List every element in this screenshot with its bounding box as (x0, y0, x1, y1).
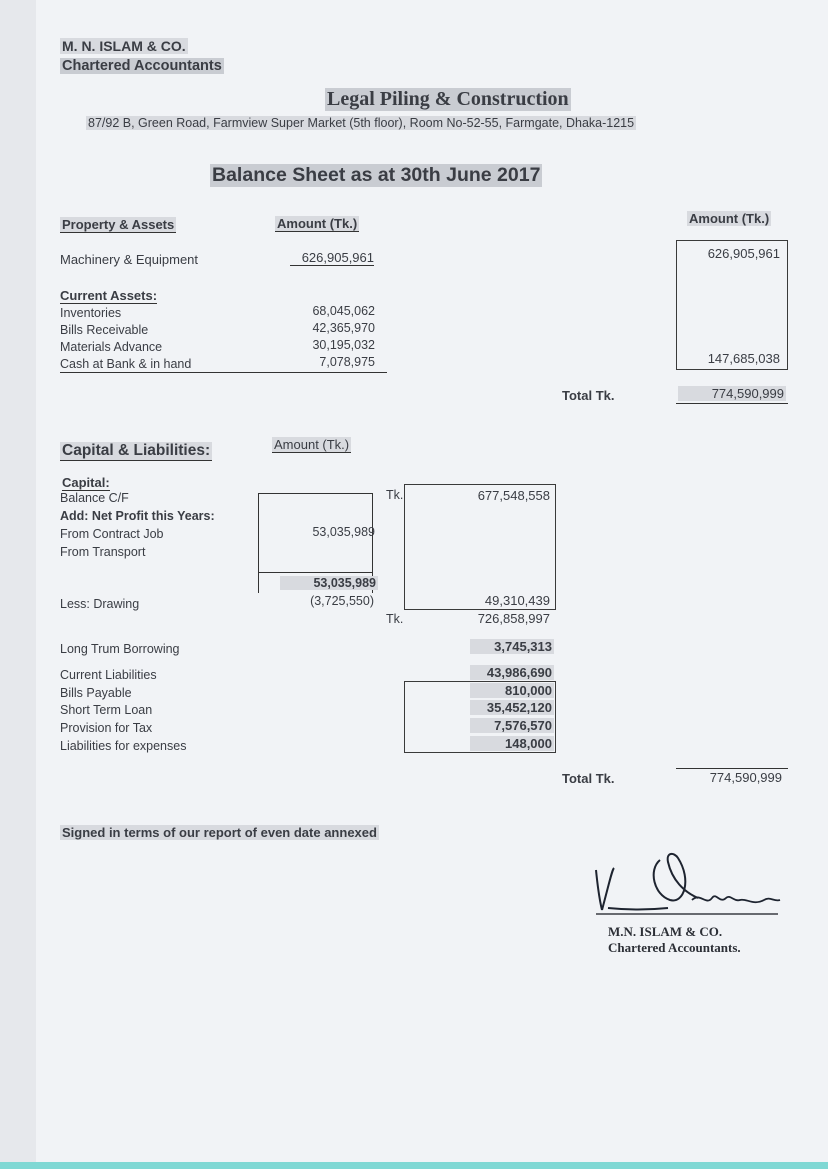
liabilities-total-value: 774,590,999 (709, 770, 782, 785)
page-title: Balance Sheet as at 30th June 2017 (212, 164, 541, 186)
current-asset-value-2: 42,365,970 (312, 321, 375, 335)
current-assets-total: 147,685,038 (707, 351, 780, 366)
liability-value-1: 810,000 (470, 683, 554, 698)
drawing-label: Less: Drawing (60, 597, 140, 611)
capital-total-tk-label: Tk. (386, 612, 404, 626)
firm-subtitle: Chartered Accountants (62, 58, 222, 74)
machinery-total: 626,905,961 (707, 246, 780, 261)
liability-label-4: Liabilities for expenses (60, 739, 187, 753)
assets-total-underline (676, 403, 788, 404)
property-assets-header: Property & Assets (62, 217, 175, 232)
current-asset-value-4: 7,078,975 (319, 355, 375, 369)
liabilities-total-overline (676, 768, 788, 769)
signer-title: Chartered Accountants. (608, 940, 741, 955)
machinery-value: 626,905,961 (290, 250, 374, 266)
long-term-value: 3,745,313 (470, 639, 554, 654)
balance-tk-label: Tk. (386, 488, 404, 502)
liability-value-4: 148,000 (470, 736, 554, 751)
scan-left-margin (0, 0, 36, 1169)
current-assets-underline (60, 372, 387, 373)
signer-name: M.N. ISLAM & CO. (608, 924, 723, 939)
liabilities-total-label: Total Tk. (562, 771, 615, 786)
current-asset-value-3: 30,195,032 (312, 338, 375, 352)
profit-total: 53,035,989 (280, 576, 378, 590)
capital-header: Capital: (62, 475, 110, 490)
amount-header: Amount (Tk.) (277, 216, 358, 231)
current-asset-label-2: Bills Receivable (60, 323, 149, 337)
scan-bottom-edge (0, 1162, 828, 1169)
balance-cf-label: Balance C/F (60, 491, 129, 505)
firm-name: M. N. ISLAM & CO. (62, 38, 186, 54)
liability-value-2: 35,452,120 (470, 700, 554, 715)
current-asset-label-3: Materials Advance (60, 340, 163, 354)
net-profit-value: 49,310,439 (484, 593, 550, 608)
company-name: Legal Piling & Construction (327, 88, 569, 110)
current-asset-label-1: Inventories (60, 306, 122, 320)
liability-label-1: Bills Payable (60, 686, 132, 700)
current-liabilities-label: Current Liabilities (60, 668, 157, 682)
liability-label-2: Short Term Loan (60, 703, 153, 717)
long-term-label: Long Trum Borrowing (60, 642, 180, 656)
profit-box-left (258, 493, 259, 593)
liabilities-amount-header: Amount (Tk.) (274, 437, 350, 452)
capital-total-value: 726,858,997 (477, 611, 550, 626)
profit-value-contract: 53,035,989 (312, 525, 375, 539)
profit-label-contract: From Contract Job (60, 527, 164, 541)
current-liabilities-total: 43,986,690 (470, 665, 554, 680)
balance-cf-value: 677,548,558 (477, 488, 550, 503)
drawing-value: (3,725,550) (310, 594, 374, 608)
signature-statement: Signed in terms of our report of even date annexed (62, 825, 377, 840)
profit-box-top (258, 493, 373, 494)
add-net-profit-label: Add: Net Profit this Years: (60, 509, 215, 523)
current-asset-label-4: Cash at Bank & in hand (60, 357, 192, 371)
current-asset-value-1: 68,045,062 (312, 304, 375, 318)
liability-value-3: 7,576,570 (470, 718, 554, 733)
profit-label-transport: From Transport (60, 545, 146, 559)
company-address: 87/92 B, Green Road, Farmview Super Market (5th floor), Room No-52-55, Farmgate, Dhaka-1215 (88, 116, 635, 130)
profit-box-mid (258, 572, 373, 573)
assets-total-label: Total Tk. (562, 388, 615, 403)
assets-total-value: 774,590,999 (678, 386, 786, 401)
capital-liabilities-header: Capital & Liabilities: (62, 442, 211, 459)
machinery-label: Machinery & Equipment (60, 252, 199, 267)
liability-label-3: Provision for Tax (60, 721, 153, 735)
current-assets-header: Current Assets: (60, 288, 158, 303)
amount-header-right: Amount (Tk.) (689, 211, 770, 226)
handwritten-signature (588, 840, 788, 920)
